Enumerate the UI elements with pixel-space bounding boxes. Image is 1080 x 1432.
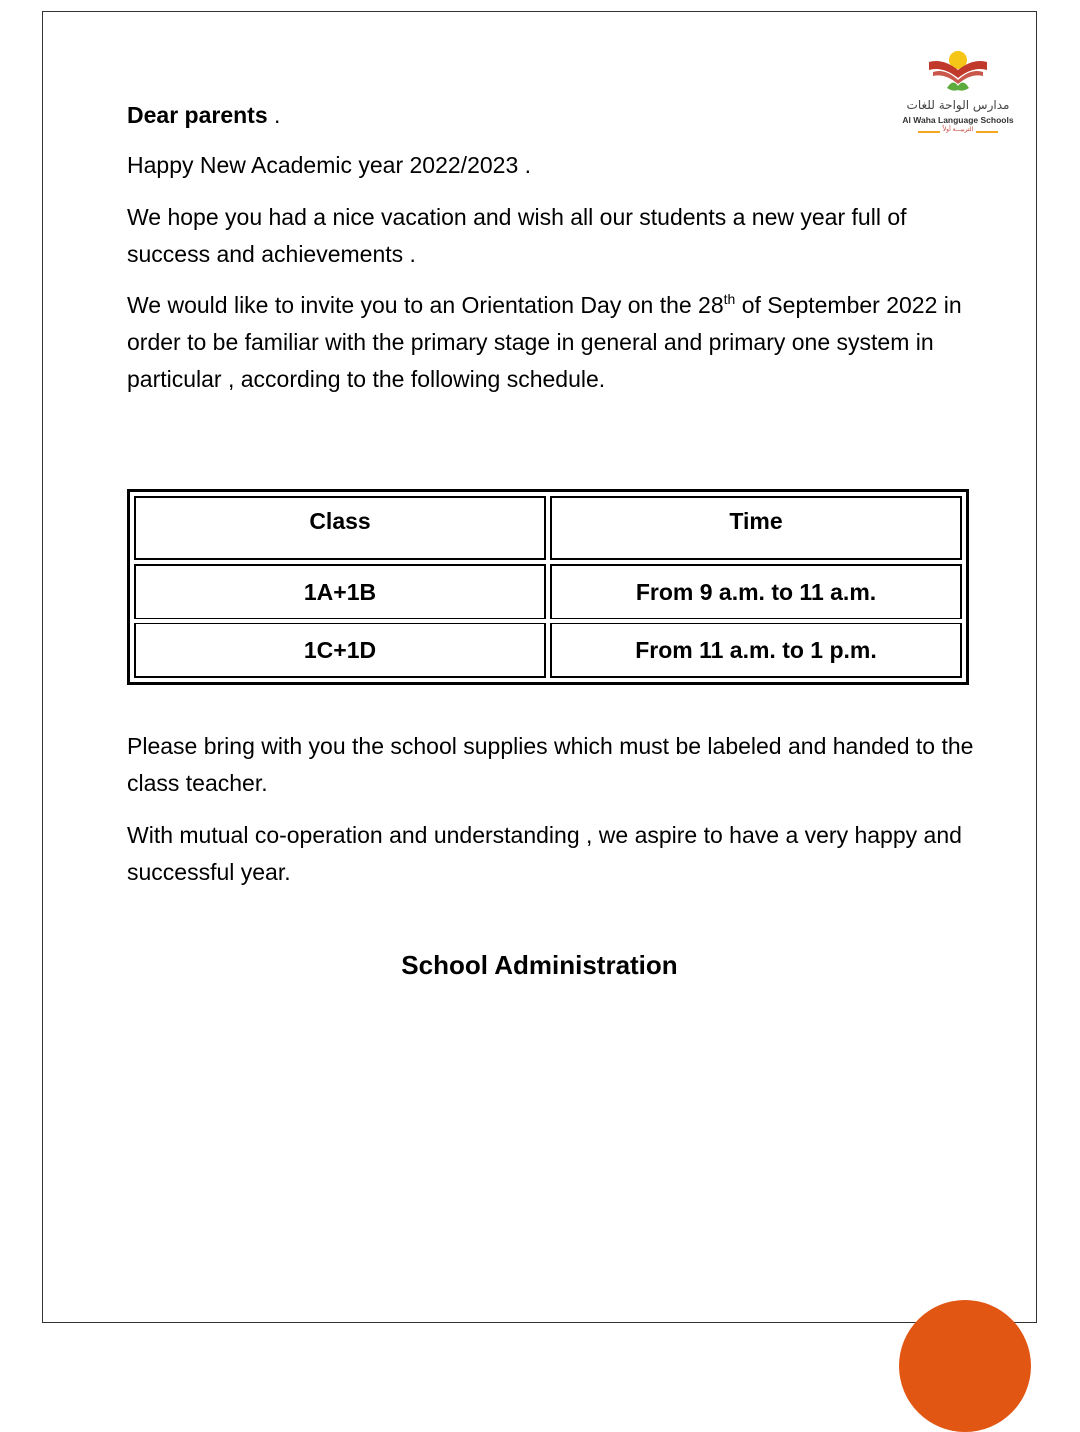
- greeting: [127, 97, 977, 134]
- cell-time: From 11 a.m. to 1 p.m.: [550, 623, 962, 678]
- logo-arabic-name: مدارس الواحة للغات: [906, 98, 1010, 112]
- logo-english-name: Al Waha Language Schools: [902, 115, 1014, 125]
- orientation-text-start: We would like to invite you to an Orientation Day on the 28: [127, 292, 724, 318]
- cell-class: 1A+1B: [134, 564, 546, 619]
- table-row: [134, 564, 962, 619]
- ordinal-suffix: th: [723, 291, 736, 307]
- orientation-text-end: of September 2022 in order to be familiar with the primary stage in general and primary one system in particular , according to the following schedule.: [127, 292, 962, 392]
- cell-class: 1C+1D: [134, 623, 546, 678]
- logo-motto-text: التربيـــة أولاً: [942, 126, 974, 133]
- signature: School Administration: [401, 950, 678, 980]
- vacation-paragraph: We hope you had a nice vacation and wish all our students a new year full of success and achievements .: [127, 204, 907, 267]
- floating-action-button[interactable]: [899, 1300, 1031, 1432]
- header-time: Time: [550, 496, 962, 560]
- table-row: [134, 623, 962, 678]
- schedule-table: [127, 489, 969, 685]
- greeting-punctuation: .: [267, 102, 281, 128]
- header-class: Class: [134, 496, 546, 560]
- cell-time: From 9 a.m. to 11 a.m.: [550, 564, 962, 619]
- orientation-paragraph: [127, 287, 977, 398]
- new-year-line: Happy New Academic year 2022/2023 .: [127, 152, 532, 178]
- supplies-paragraph: Please bring with you the school supplies which must be labeled and handed to the class teacher.: [127, 733, 974, 796]
- cooperation-paragraph: With mutual co-operation and understanding , we aspire to have a very happy and successful year.: [127, 822, 962, 885]
- book-sun-logo-icon: [923, 48, 993, 98]
- table-header-row: [134, 496, 962, 560]
- greeting-text: Dear parents: [127, 102, 268, 128]
